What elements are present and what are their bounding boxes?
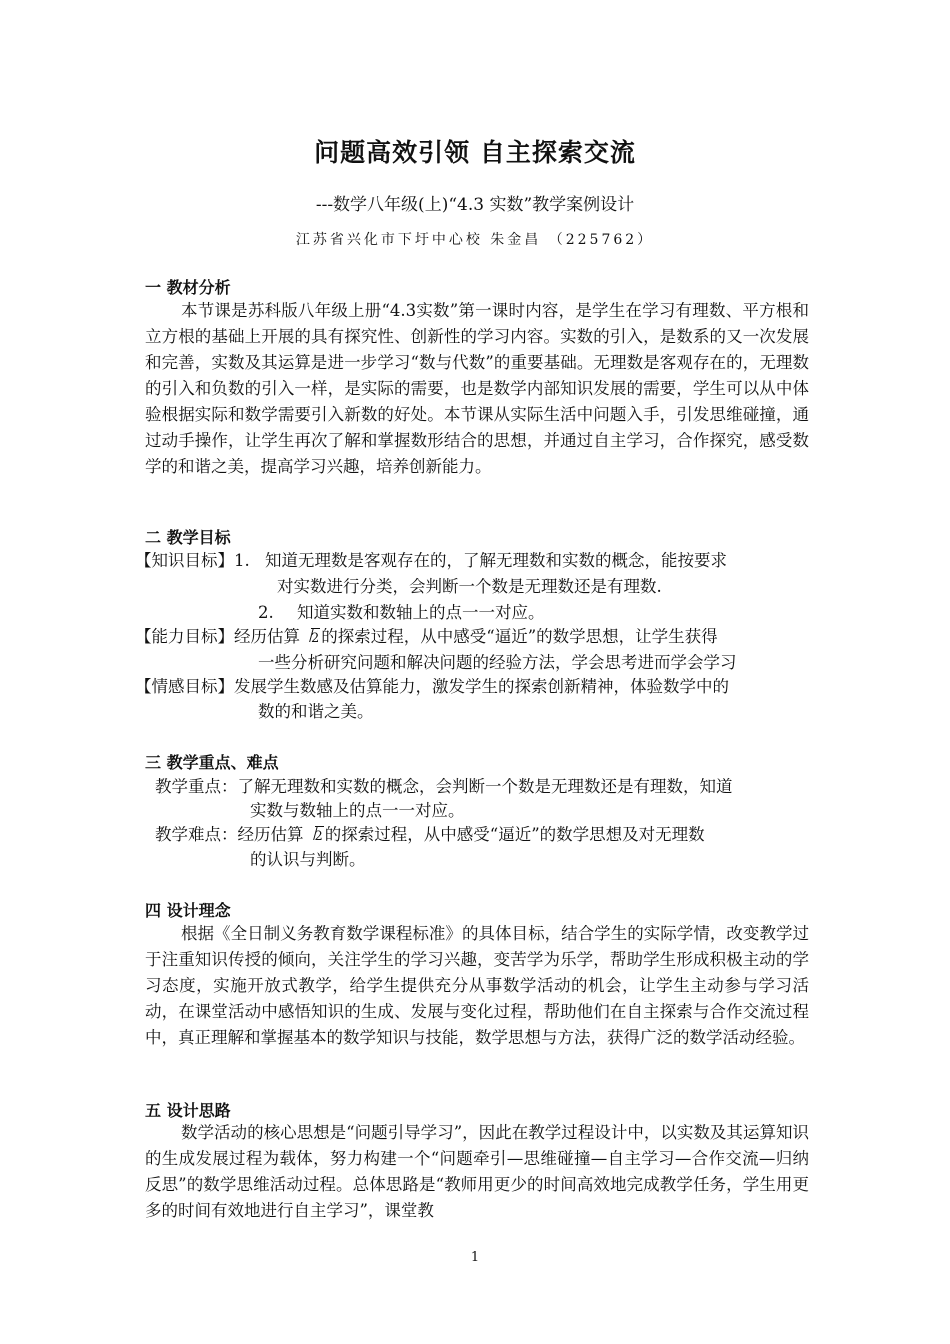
author-line: 江苏省兴化市下圩中心校 朱金昌 （225762） xyxy=(295,232,655,248)
section-heading-design-approach: 五 设计思路 xyxy=(145,1101,231,1120)
document-subtitle: ---数学八年级(上)“4.3 实数”教学案例设计 xyxy=(315,195,635,215)
knowledge-item-2 xyxy=(258,600,545,626)
section-body-materials: 本节课是苏科版八年级上册“4.3实数”第一课时内容，是学生在学习有理数、平方根和立方根的基础上开展的具有探究性、创新性的学习内容。实数的引入，是数系的又一次发展和完善，实数及其运算是进一步学习“数与代数”的重要基础。无理数是客观存在的，无理数的引入和负数的引入一样，是实际的需要，也是数学内部知识发展的需要，学生可以从中体验根据实际和数学需要引入新数的好处。本节课从实际生活中问题入手，引发思维碰撞，通过动手操作，让学生再次了解和掌握数形结合的思想，并通过自主学习，合作探究，感受数学的和谐之美，提高学习兴趣，培养创新能力。 xyxy=(145,301,809,476)
ability-continuation: 一些分析研究问题和解决问题的经验方法，学会思考进而学会学习 xyxy=(258,653,737,672)
section-heading-materials: 一 教材分析 xyxy=(145,278,231,297)
key-point-continuation: 实数与数轴上的点一一对应。 xyxy=(250,801,465,820)
sqrt-two-formula: 2 xyxy=(302,626,319,652)
objective-emotion-row xyxy=(135,674,729,700)
section-heading-objectives: 二 教学目标 xyxy=(145,528,231,547)
objective-knowledge-row xyxy=(135,548,727,574)
section-heading-key-points: 三 教学重点、难点 xyxy=(145,753,279,772)
difficulty-continuation: 的认识与判断。 xyxy=(250,850,366,869)
section-heading-design-concept: 四 设计理念 xyxy=(145,901,231,920)
key-point-text: 了解无理数和实数的概念，会判断一个数是无理数还是有理数，知道 xyxy=(237,777,733,796)
sqrt-two-formula: 2 xyxy=(306,824,323,850)
difficulty-text-post: 的探索过程，从中感受“逼近”的数学思想及对无理数 xyxy=(324,825,705,844)
emotion-continuation: 数的和谐之美。 xyxy=(258,702,374,721)
section-body-design-concept: 根据《全日制义务教育数学课程标准》的具体目标，结合学生的实际学情，改变教学过于注重知识传授的倾向，关注学生的学习兴趣，变苦学为乐学，帮助学生形成积极主动的学习态度，实施开放式教学，给学生提供充分从事数学活动的机会，让学生主动参与学习活动，在课堂活动中感悟知识的生成、发展与变化过程，帮助他们在自主探索与合作交流过程中，真正理解和掌握基本的数学知识与技能，数学思想与方法，获得广泛的数学活动经验。 xyxy=(145,924,809,1047)
ability-text-pre: 经历估算 xyxy=(234,627,300,646)
key-point-row xyxy=(155,774,733,800)
knowledge-item-1-continuation: 对实数进行分类，会判断一个数是无理数还是有理数. xyxy=(277,577,662,596)
difficulty-label: 教学难点： xyxy=(155,825,238,844)
knowledge-item-1-number: 1. xyxy=(234,551,250,570)
ability-text-post: 的探索过程，从中感受“逼近”的数学思想，让学生获得 xyxy=(321,627,718,646)
emotion-label: 【情感目标】 xyxy=(135,677,234,696)
knowledge-label: 【知识目标】 xyxy=(135,551,234,570)
knowledge-item-2-text: 知道实数和数轴上的点一一对应。 xyxy=(297,603,545,622)
difficulty-row xyxy=(155,822,705,850)
ability-label: 【能力目标】 xyxy=(135,627,234,646)
section-body-design-approach: 数学活动的核心思想是“问题引导学习”，因此在教学过程设计中，以实数及其运算知识的生成发展过程为载体，努力构建一个“问题牵引—思维碰撞—自主学习—合作交流—归纳反思”的数学思维活动过程。总体思路是“教师用更少的时间高效地完成教学任务，学生用更多的时间有效地进行自主学习”，课堂教 xyxy=(145,1123,809,1220)
knowledge-item-1-text: 知道无理数是客观存在的，了解无理数和实数的概念，能按要求 xyxy=(265,551,727,570)
key-point-label: 教学重点： xyxy=(155,777,238,796)
difficulty-text-pre: 经历估算 xyxy=(237,825,304,844)
knowledge-item-2-number: 2. xyxy=(258,603,274,622)
objective-ability-row xyxy=(135,624,718,652)
document-title: 问题高效引领 自主探索交流 xyxy=(314,138,636,167)
page-number: 1 xyxy=(470,1250,480,1265)
emotion-text: 发展学生数感及估算能力，激发学生的探索创新精神，体验数学中的 xyxy=(234,677,729,696)
